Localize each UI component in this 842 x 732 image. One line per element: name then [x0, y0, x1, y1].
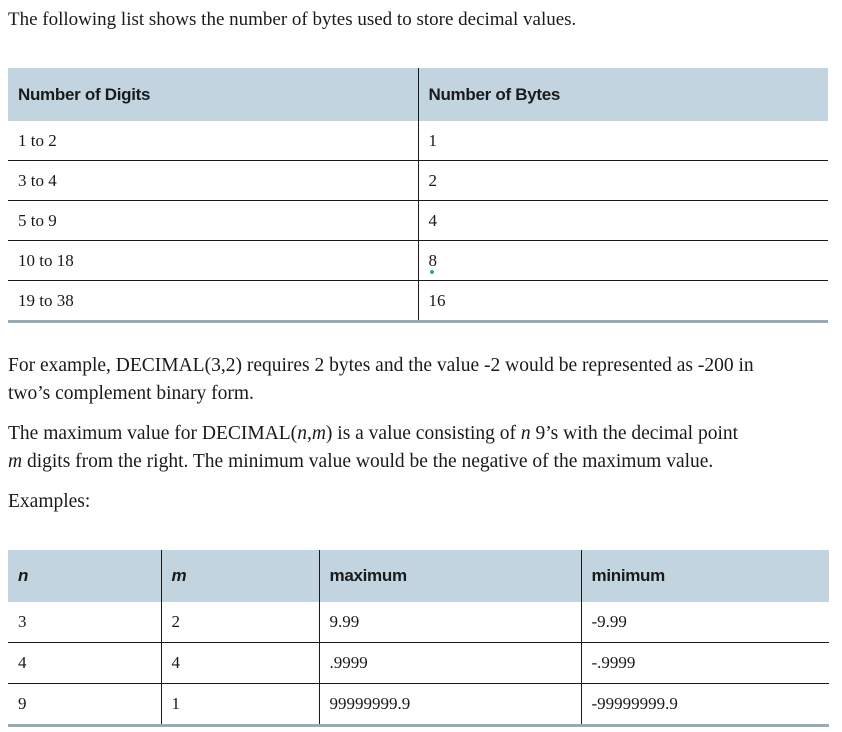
maximum-value-paragraph [8, 420, 834, 476]
intro-text: The following list shows the number of bytes used to store decimal values. [8, 9, 577, 30]
table-row [8, 121, 828, 161]
digits-cell: 1 to 2 [8, 121, 418, 161]
text-run: digits from the right. The minimum value would be the negative of the maximum value. [22, 451, 714, 472]
var-m: m [311, 423, 326, 444]
examples-label: Examples: [8, 491, 91, 512]
var-n: n [520, 423, 531, 444]
example-line-1: For example, DECIMAL(3,2) requires 2 bytes and the value -2 would be represented as -200 in [8, 355, 754, 376]
header-maximum: maximum [319, 550, 581, 602]
bytes-value: 8 [428, 250, 437, 270]
header-m: m [161, 550, 319, 602]
spellcheck-marker-icon [430, 270, 434, 274]
header-number-of-digits: Number of Digits [8, 68, 418, 121]
digits-cell: 19 to 38 [8, 281, 418, 322]
m-cell: 1 [161, 684, 319, 726]
digits-cell: 5 to 9 [8, 201, 418, 241]
maximum-cell: 99999999.9 [319, 684, 581, 726]
header-minimum: minimum [581, 550, 829, 602]
examples-table [8, 550, 829, 727]
digits-cell: 3 to 4 [8, 161, 418, 201]
bytes-cell: 2 [418, 161, 828, 201]
bytes-table [8, 68, 828, 323]
minimum-cell: -9.99 [581, 602, 829, 643]
bytes-cell: 4 [418, 201, 828, 241]
maximum-cell: 9.99 [319, 602, 581, 643]
table-row [8, 643, 829, 684]
minimum-cell: -.9999 [581, 643, 829, 684]
header-number-of-bytes: Number of Bytes [418, 68, 828, 121]
text-run: 9’s with the decimal point [530, 423, 739, 444]
table-row [8, 201, 828, 241]
table-header-row [8, 550, 829, 602]
bytes-cell: 1 [418, 121, 828, 161]
m-cell: 2 [161, 602, 319, 643]
table-row [8, 281, 828, 322]
table-row [8, 241, 828, 281]
m-cell: 4 [161, 643, 319, 684]
var-m: m [8, 451, 23, 472]
digits-cell: 10 to 18 [8, 241, 418, 281]
example-paragraph [8, 352, 834, 408]
n-cell: 9 [8, 684, 161, 726]
n-cell: 4 [8, 643, 161, 684]
bytes-cell [418, 241, 828, 281]
text-run: , [306, 423, 312, 444]
example-line-2: two’s complement binary form. [8, 383, 254, 404]
table-row [8, 161, 828, 201]
table-row [8, 684, 829, 726]
var-n: n [297, 423, 307, 444]
header-n: n [8, 550, 161, 602]
minimum-cell: -99999999.9 [581, 684, 829, 726]
bytes-cell: 16 [418, 281, 828, 322]
text-run: ) is a value consisting of [325, 423, 521, 444]
table-row [8, 602, 829, 643]
maximum-cell: .9999 [319, 643, 581, 684]
n-cell: 3 [8, 602, 161, 643]
text-run: The maximum value for DECIMAL( [8, 423, 298, 444]
table-header-row [8, 68, 828, 121]
